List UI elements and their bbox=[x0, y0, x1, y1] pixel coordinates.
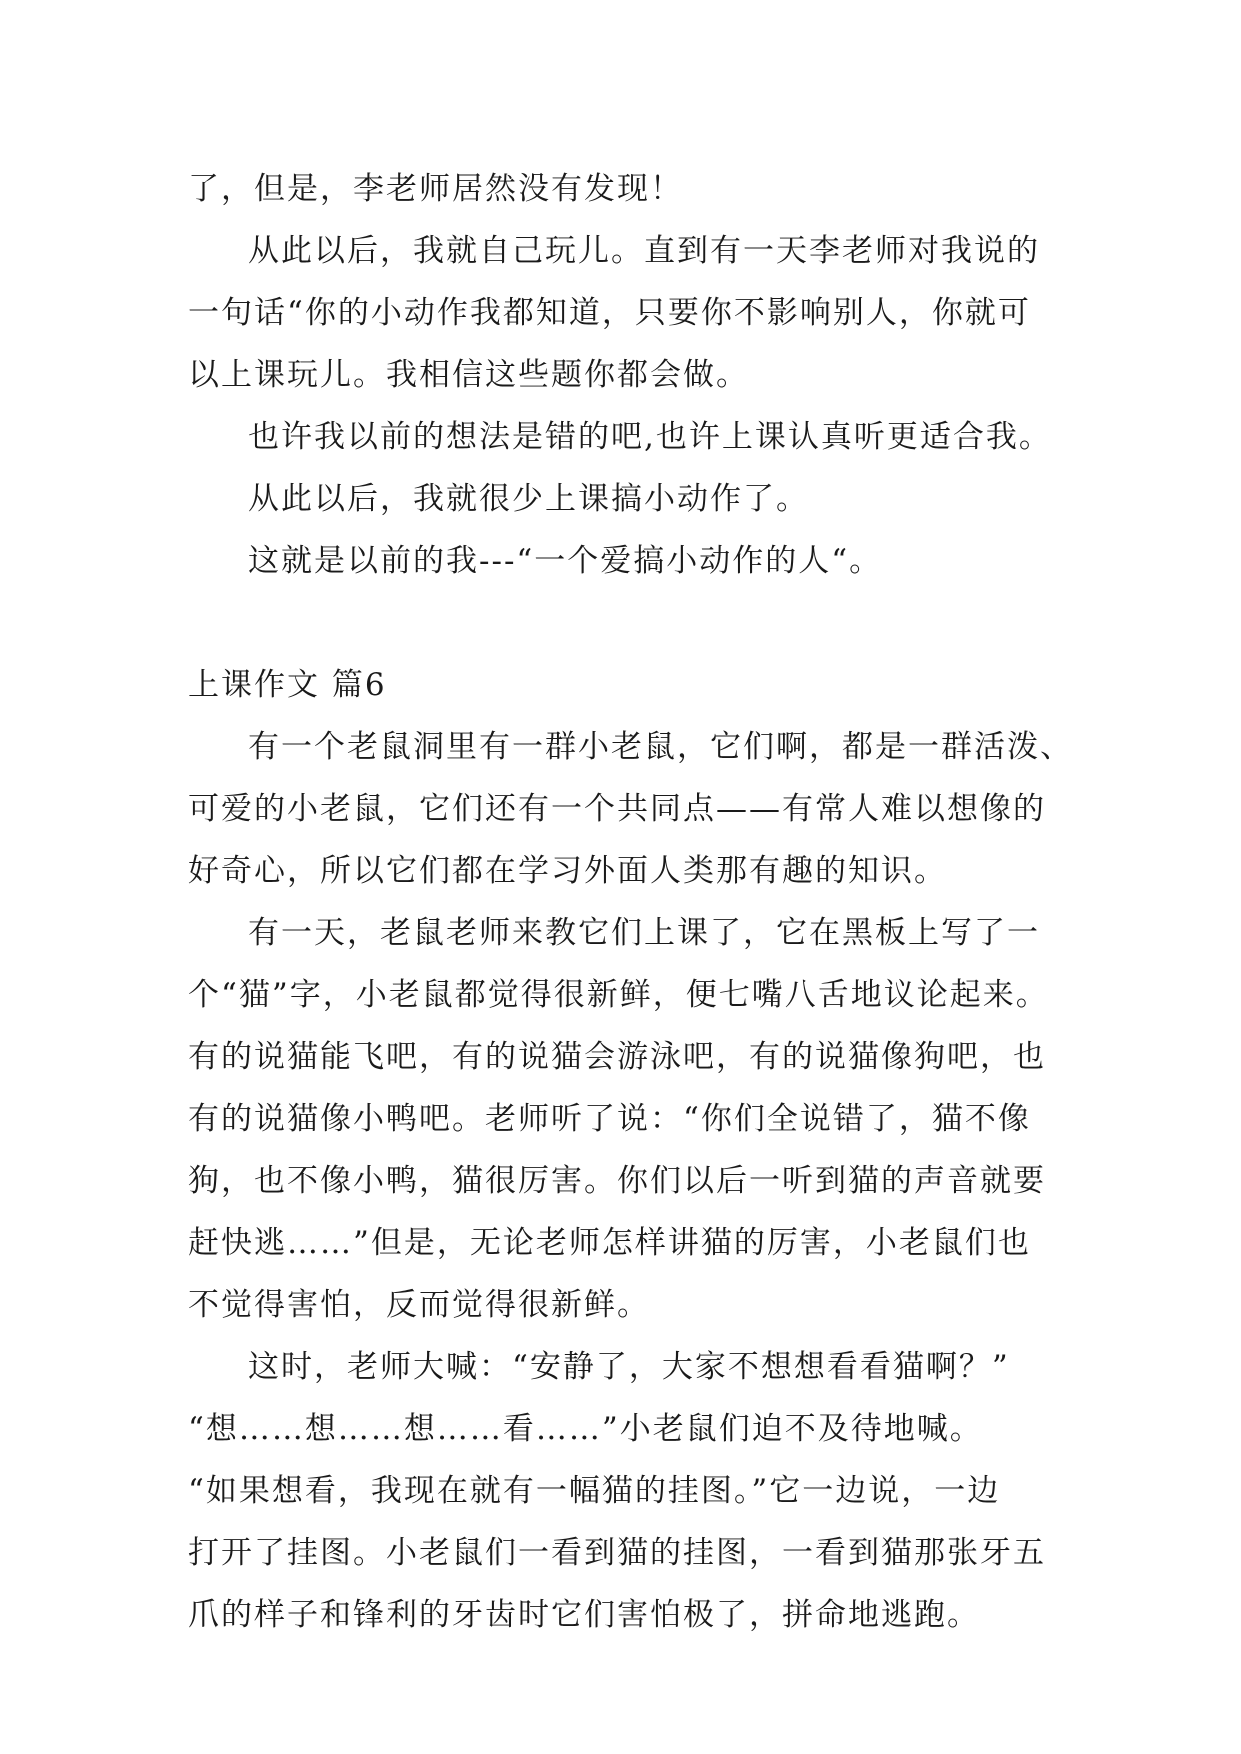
text-line: 打开了挂图。小老鼠们一看到猫的挂图，一看到猫那张牙五 bbox=[188, 1535, 1046, 1571]
document-body bbox=[188, 158, 1073, 1646]
text-line: 有一天，老鼠老师来教它们上课了，它在黑板上写了一 bbox=[248, 915, 1040, 951]
section-heading: 上课作文 篇6 bbox=[188, 667, 387, 703]
text-line: 有的说猫能飞吧，有的说猫会游泳吧，有的说猫像狗吧，也 bbox=[188, 1039, 1046, 1075]
paragraph bbox=[188, 158, 1064, 220]
text-line: 以上课玩儿。我相信这些题你都会做。 bbox=[188, 357, 749, 393]
text-line: 赶快逃……”但是，无论老师怎样讲猫的厉害，小老鼠们也 bbox=[188, 1225, 1031, 1261]
paragraph bbox=[188, 220, 1064, 406]
paragraph bbox=[188, 468, 1064, 530]
text-line: 可爱的小老鼠，它们还有一个共同点——有常人难以想像的 bbox=[188, 791, 1046, 827]
text-line: 一句话“你的小动作我都知道，只要你不影响别人，你就可 bbox=[188, 295, 1031, 331]
text-line: 从此以后，我就很少上课搞小动作了。 bbox=[248, 481, 809, 517]
text-line: 好奇心，所以它们都在学习外面人类那有趣的知识。 bbox=[188, 853, 947, 889]
text-line: 个“猫”字，小老鼠都觉得很新鲜，便七嘴八舌地议论起来。 bbox=[188, 977, 1049, 1013]
paragraph bbox=[188, 716, 1073, 902]
text-line: 有一个老鼠洞里有一群小老鼠，它们啊，都是一群活泼、 bbox=[248, 729, 1073, 765]
text-line: “如果想看，我现在就有一幅猫的挂图。”它一边说，一边 bbox=[188, 1473, 1001, 1509]
text-line: 有的说猫像小鸭吧。老师听了说：“你们全说错了，猫不像 bbox=[188, 1101, 1031, 1137]
text-line: “想……想……想……看……”小老鼠们迫不及待地喊。 bbox=[188, 1411, 983, 1447]
text-line: 也许我以前的想法是错的吧,也许上课认真听更适合我。 bbox=[248, 419, 1052, 455]
text-line: 这时，老师大喊：“安静了，大家不想想看看猫啊？” bbox=[248, 1349, 1010, 1385]
paragraph bbox=[188, 530, 1064, 592]
text-line: 这就是以前的我---“一个爱搞小动作的人“。 bbox=[248, 543, 883, 579]
paragraph bbox=[188, 406, 1064, 468]
text-line: 从此以后，我就自己玩儿。直到有一天李老师对我说的 bbox=[248, 233, 1040, 269]
paragraph bbox=[188, 902, 1064, 1336]
text-line: 狗，也不像小鸭，猫很厉害。你们以后一听到猫的声音就要 bbox=[188, 1163, 1046, 1199]
text-line: 不觉得害怕，反而觉得很新鲜。 bbox=[188, 1287, 650, 1323]
text-line: 了，但是，李老师居然没有发现！ bbox=[188, 171, 683, 207]
paragraph bbox=[188, 1336, 1064, 1646]
text-line: 爪的样子和锋利的牙齿时它们害怕极了，拼命地逃跑。 bbox=[188, 1597, 980, 1633]
